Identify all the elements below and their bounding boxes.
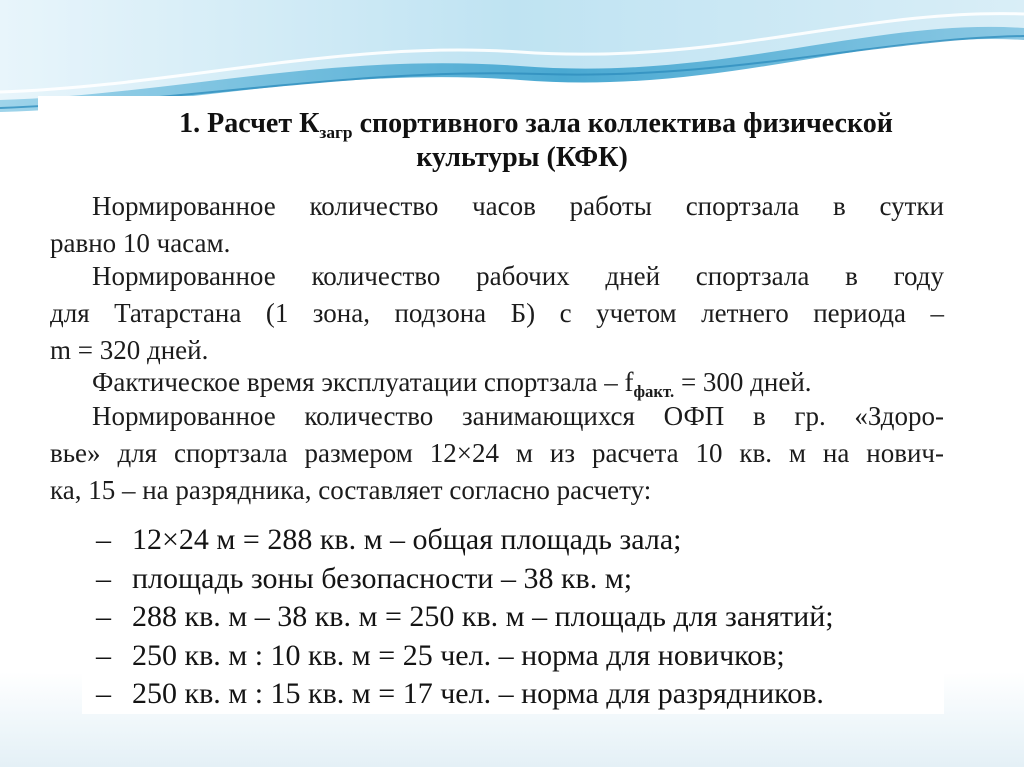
f-subscript: факт. — [633, 381, 675, 401]
dash-marker: – — [96, 638, 111, 672]
dash-marker: – — [96, 561, 111, 595]
paragraph-line: Нормированное количество занимающихся ОФП в гр. «Здоро- — [92, 401, 944, 431]
slide-title-line-1: 1. Расчет $К_{загр}$ спортивного зала коллектива физической — [179, 108, 893, 143]
paragraph-hours — [50, 188, 944, 262]
slide-title-line-2: культуры (КФК) — [416, 142, 628, 173]
paragraph-trainees — [50, 398, 944, 509]
paragraph-line: Нормированное количество часов работы спортзала в сутки — [92, 191, 944, 221]
paragraph-line: ка, 15 – на разрядника, составляет согласно расчету: — [50, 475, 652, 505]
list-item: – 250 кв. м : 10 кв. м = 25 чел. – норма для новичков; — [96, 637, 956, 676]
dash-marker: – — [96, 600, 111, 633]
calculation-list — [96, 521, 956, 714]
dash-marker: – — [96, 677, 111, 710]
paragraph-line: m = 320 дней. — [50, 335, 209, 365]
paragraph-line: для Татарстана (1 зона, подзона Б) с учетом летнего периода – — [50, 298, 944, 328]
list-item: – 288 кв. м – 38 кв. м = 250 кв. м – площадь для занятий; — [96, 598, 956, 637]
k-subscript: загр — [319, 123, 353, 143]
list-item: – 12×24 м = 288 кв. м – общая площадь зала; — [96, 521, 956, 560]
paragraph-line: Фактическое время эксплуатации спортзала – $f_{факт.} = 300$ дней. — [92, 367, 812, 401]
list-item: – 250 кв. м : 15 кв. м = 17 чел. – норма для разрядников. — [96, 675, 956, 714]
paragraph-line: вье» для спортзала размером 12×24 м из расчета 10 кв. м на нович- — [50, 438, 944, 468]
paragraph-line: Нормированное количество рабочих дней спортзала в году — [92, 261, 944, 291]
dash-marker: – — [96, 523, 111, 556]
paragraph-work-days — [50, 258, 944, 369]
list-item: – площадь зоны безопасности – 38 кв. м; — [96, 560, 956, 599]
paragraph-line: равно 10 часам. — [50, 228, 231, 258]
